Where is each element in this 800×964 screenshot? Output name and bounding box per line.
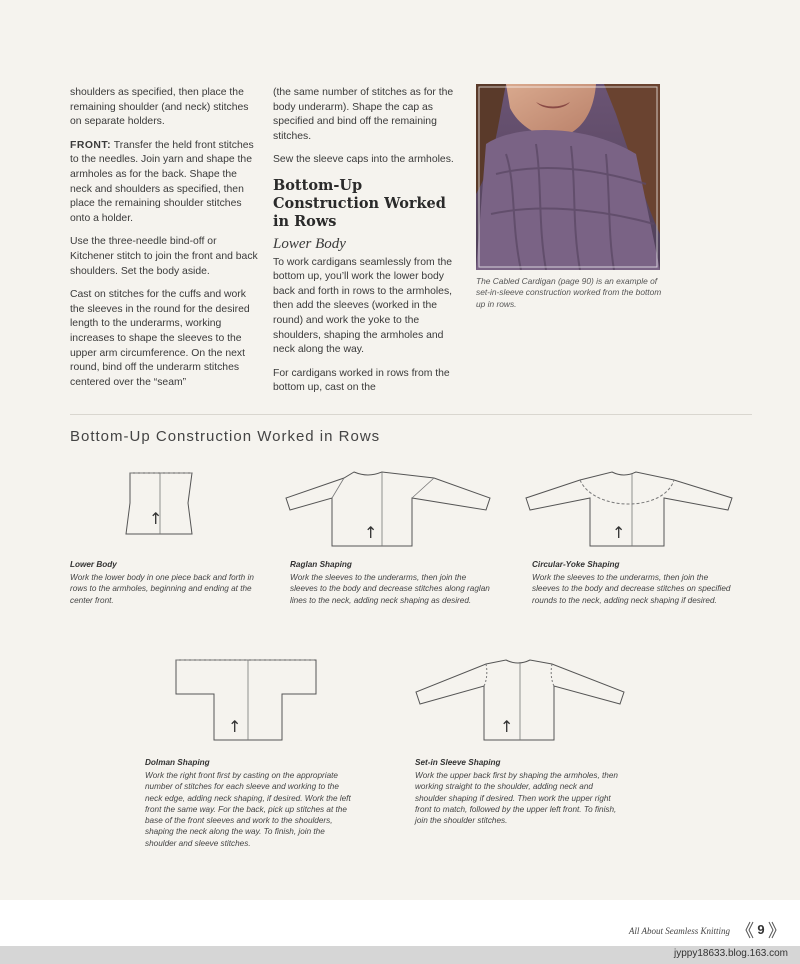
paragraph: Cast on stitches for the cuffs and work the sleeves in the round for the desired length to the underarms, working increases to shape the sleeves to the upper arm circumference. On the next round, bind off the underarm stitches centered over the “seam” (70, 289, 250, 388)
section-heading: Bottom-Up Construction Worked in Rows (273, 176, 446, 230)
cardigan-photo-illustration (476, 84, 660, 270)
paragraph: shoulders as specified, then place the remaining shoulder (and neck) stitches on separate holders. (70, 87, 249, 128)
arrow-up-icon: ↑ (228, 717, 242, 736)
text-column-2 (273, 86, 458, 405)
diagrams-title: Bottom-Up Construction Worked in Rows (70, 428, 381, 445)
diagram-label: Dolman Shaping (145, 758, 210, 767)
paragraph: (the same number of stitches as for the body underarm). Shape the cap as specified and bind off the remaining stitches. (273, 87, 454, 142)
cardigan-photo (476, 84, 660, 270)
arrow-up-icon: ↑ (500, 717, 514, 736)
section-divider (70, 414, 752, 415)
diagram-description: Work the sleeves to the underarms, then join the sleeves to the body and decrease stitches along raglan lines to the neck, adding neck shaping as desired. (290, 573, 490, 605)
lower-body-diagram (120, 468, 200, 538)
paragraph: Sew the sleeve caps into the armholes. (273, 154, 454, 166)
diagram-label: Raglan Shaping (290, 560, 352, 569)
paragraph-front (70, 139, 260, 227)
diagram-description: Work the upper back first by shaping the armholes, then working straight to the shoulder, adding neck and shoulder shaping if desired. Then work the upper right front to match, followed by the upper left front. To finish, join the shoulder stitches. (415, 771, 618, 826)
diagram-description: Work the right front first by casting on the appropriate number of stitches for each sleeve and working to the neck edge, adding neck shaping, if desired. Work the left front the same way. For the back, pick up stitches at the base of the front sleeves and work to the shoulders, shaping the neck along the way. To finish, join the shoulder and sleeve stitches. (145, 771, 351, 848)
set-in-sleeve-diagram (412, 656, 628, 742)
paragraph: For cardigans worked in rows from the bottom up, cast on the (273, 367, 450, 394)
paragraph: Use the three-needle bind-off or Kitchener stitch to join the front and back shoulders. Set the body aside. (70, 236, 258, 277)
watermark: jyppy18633.blog.163.com (674, 948, 788, 959)
running-title: All About Seamless Knitting (628, 926, 730, 936)
diagram-label: Set-in Sleeve Shaping (415, 758, 501, 767)
paragraph: To work cardigans seamlessly from the bottom up, you’ll work the lower body back and forth in rows to the armholes, then add the sleeves (worked in the round) and work the yoke to the shoulders, shaping the armholes and neck along the way. (273, 256, 453, 356)
subheading: Lower Body (273, 235, 346, 252)
text-column-1 (70, 86, 260, 399)
diagram-label: Lower Body (70, 560, 117, 569)
front-text: Transfer the held front stitches to the needles. Join yarn and shape the armholes as for the back. Shape the neck and shoulders as specified, then place the remaining shoulder stitches onto a holder. (70, 139, 254, 224)
front-lead: FRONT: (70, 139, 112, 151)
diagram-description: Work the lower body in one piece back and forth in rows to the armholes, beginning and ending at the center front. (70, 573, 254, 605)
arrow-up-icon: ↑ (364, 523, 378, 542)
diagram-label: Circular-Yoke Shaping (532, 560, 620, 569)
raglan-diagram (284, 468, 492, 548)
dolman-diagram (172, 656, 320, 742)
circular-yoke-diagram (524, 468, 734, 548)
photo-caption: The Cabled Cardigan (page 90) is an example of set-in-sleeve construction worked from the bottom up in rows. (476, 276, 662, 309)
diagram-description: Work the sleeves to the underarms, then join the sleeves to the body and decrease stitches on specified rounds to the neck, adding neck shaping if desired. (532, 573, 731, 605)
page-number: 9 (757, 922, 765, 937)
arrow-up-icon: ↑ (149, 509, 163, 528)
arrow-up-icon: ↑ (612, 523, 626, 542)
